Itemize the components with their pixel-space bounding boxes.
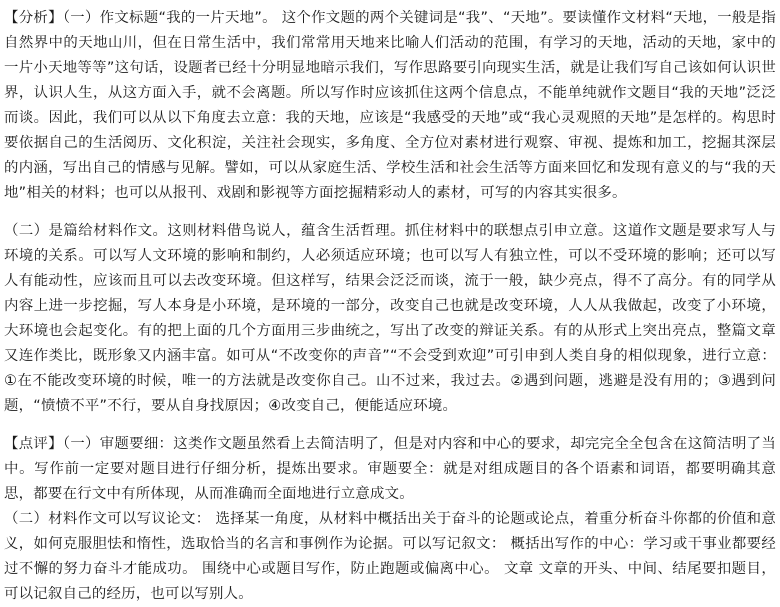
- comment-paragraph-2: （二）材料作文可以写议论文： 选择某一角度，从材料中概括出关于奋斗的论题或论点，着重分析奋斗你都的价值和意义，如何克服胆怯和惰性，选取恰当的名言和事例作为论据。可以写记叙文： 概括出写作的中心：学习或干事业都要经过不懈的努力奋斗才能成功。 围绕中心或题目写作，防止跑题或偏离中心。 文章 文章的开头、中间、结尾要扣题目，可以记叙自己的经历，也可以写别人。: [4, 511, 776, 602]
- analysis-paragraph-1: 【分析】（一）作文标题“我的一片天地”。 这个作文题的两个关键词是“我”、“天地”。要读懂作文材料“天地，一般是指自然界中的天地山川，但在日常生活中，我们常常用天地来比喻人们活动的范围，有学习的天地，活动的天地，家中的一片小天地等等”这句话，设题者已经十分明显地暗示我们，写作思路要引向现实生活，就是让我们写自己该如何认识世界，认识人生，从这方面入手，就不会离题。所以写作时应该抓住这两个信息点，不能单纯就作文题目“我的天地”泛泛而谈。因此，我们可以从以下角度去立意：我的天地，应该是“我感受的天地”或“我心灵观照的天地”是怎样的。构思时要依据自己的生活阅历、文化积淀，关注社会现实，多角度、全方位对素材进行观察、审视、提炼和加工，挖掘其深层的内涵，写出自己的情感与见解。譬如，可以从家庭生活、学校生活和社会生活等方面来回忆和发现有意义的与“我的天地”相关的材料；也可以从报刊、戏剧和影视等方面挖掘精彩动人的素材，可写的内容其实很多。: [4, 10, 776, 201]
- comment-paragraph-1: 【点评】（一）审题要细：这类作文题虽然看上去简洁明了，但是对内容和中心的要求，却完完全全包含在这简洁明了当中。写作前一定要对题目进行仔细分析，提炼出要求。审题要全：就是对组成题目的各个语素和词语，都要明确其意思，都要在行文中有所体现，从而准确而全面地进行立意成文。: [4, 436, 776, 502]
- analysis-paragraph-2: （二）是篇给材料作文。这则材料借鸟说人，蕴含生活哲理。抓住材料中的联想点引申立意。这道作文题是要求写人与环境的关系。可以写人文环境的影响和制约，人必须适应环境；也可以写人有独立性，可以不受环境的影响；还可以写人有能动性，应该而且可以去改变环境。但这样写，结果会泛泛而谈，流于一般，缺少亮点，得不了高分。有的同学从内容上进一步挖掘，写人本身是小环境，是环境的一部分，改变自己也就是改变环境，人人从我做起，改变了小环境，大环境也会起变化。有的把上面的几个方面用三步曲统之，写出了改变的辩证关系。有的从形式上突出亮点，整篇文章又连作类比，既形象又内涵丰富。如可从“不改变你的声音”“不会受到欢迎”可引申到人类自身的相似现象，进行立意：①在不能改变环境的时候，唯一的方法就是改变你自己。山不过来，我过去。②遇到问题，逃避是没有用的；③遇到问题，“愤愤不平”不行，要从自身找原因；④改变自己，便能适应环境。: [4, 223, 776, 414]
